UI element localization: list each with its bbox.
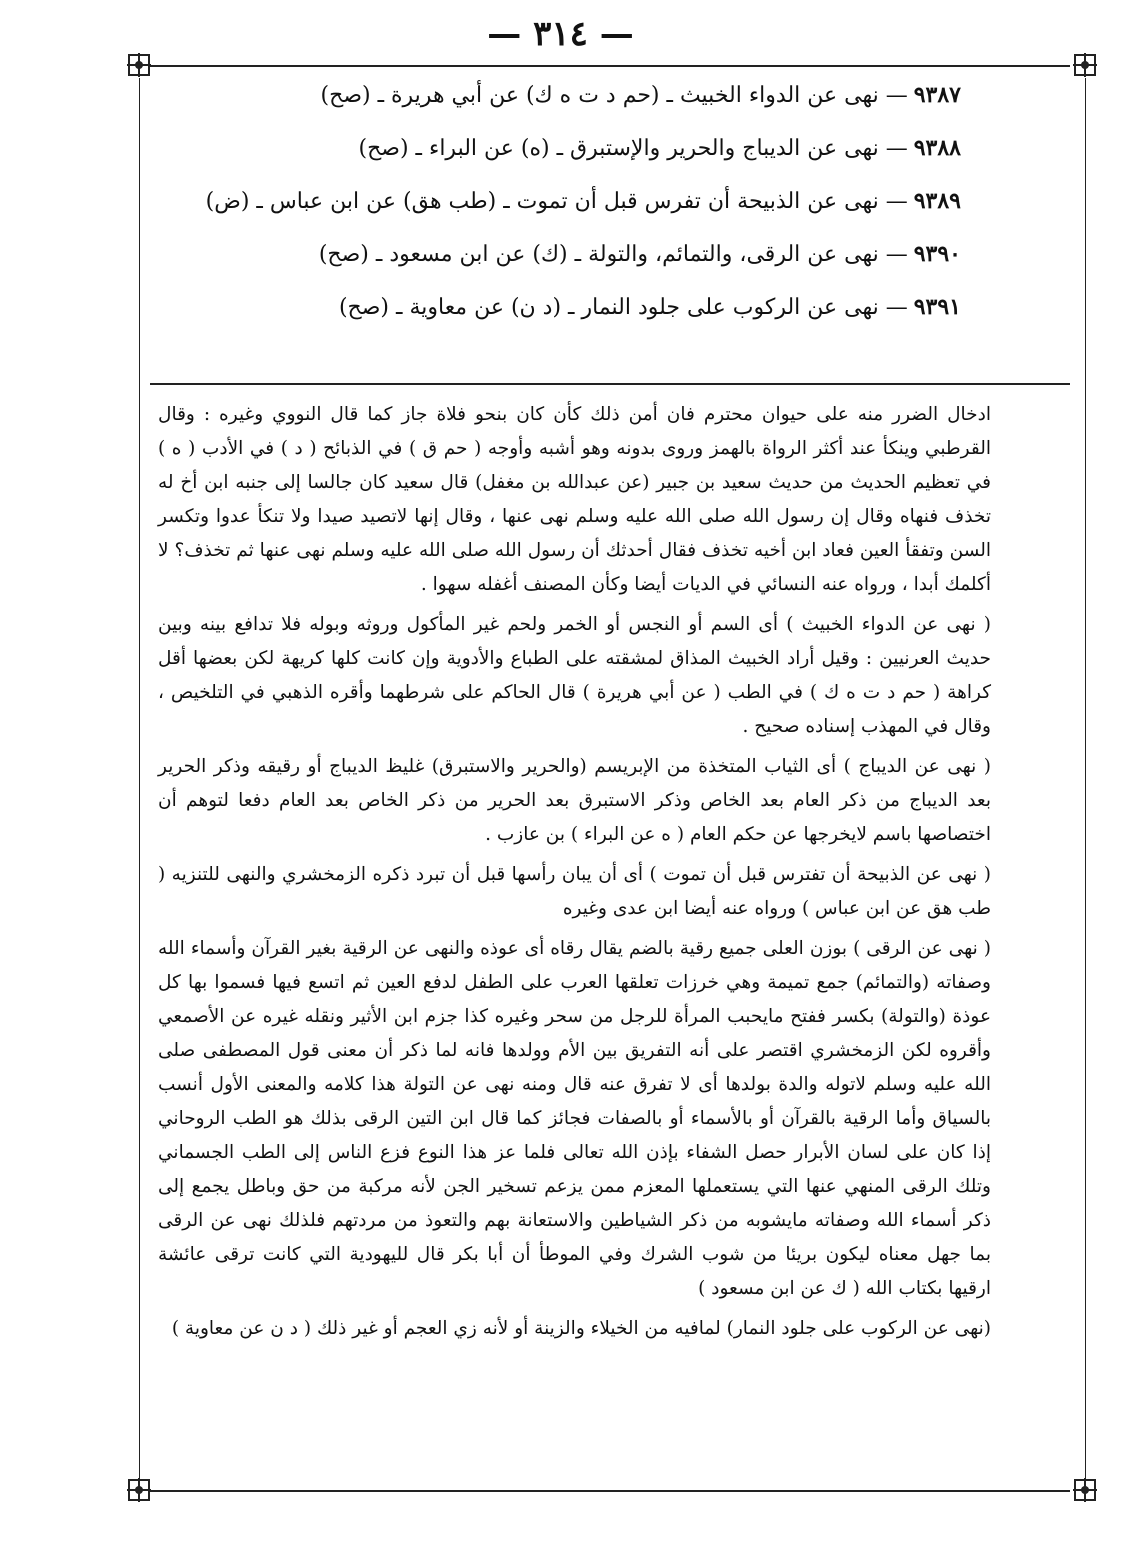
commentary <box>158 398 991 1352</box>
section-divider <box>150 383 1070 385</box>
hadith-text: — نهى عن الدواء الخبيث ـ (حم د ت ه ك) عن أبي هريرة ـ (صح) <box>320 83 908 108</box>
hadith-number: ٩٣٨٧ <box>913 82 961 108</box>
commentary-paragraph: ( نهى عن الديباج ) أى الثياب المتخذة من الإبريسم (والحرير والاستبرق) غليظ الديباج أو رقيقه وذكر الحرير بعد الديباج من ذكر العام بعد الخاص وذكر الاستبرق بعد الحرير من ذكر الخاص بعد العام دفعا لتوهم أن اختصاصها باسم لايخرجها عن حكم العام ( ه عن البراء ) بن عازب . <box>158 756 991 845</box>
frame-left-rule <box>139 78 140 1478</box>
hadith-entry <box>205 186 961 239</box>
frame-top-rule <box>150 65 1070 67</box>
corner-ornament-icon <box>126 52 152 78</box>
frame-right-rule <box>1085 78 1086 1478</box>
commentary-paragraph: (نهى عن الركوب على جلود النمار) لمافيه من الخيلاء والزينة أو لأنه زي العجم أو غير ذلك ( د ن عن معاوية ) <box>171 1318 991 1339</box>
hadith-number: ٩٣٨٩ <box>913 188 961 214</box>
commentary-paragraph: ادخال الضرر منه على حيوان محترم فان أمن ذلك كأن كان بنحو فلاة جاز كما قال النووي وغيره : وقال القرطبي وينكأ عند أكثر الرواة بالهمز وروى بدونه وهو أشبه وأوجه ( حم ق ) في الذبائح ( د ) في الأدب ( ه ) في تعظيم الحديث من حديث سعيد بن جبير (عن عبدالله بن مغفل) قال سعيد كان جالسا إلى جنبه ابن أخ له تخذف فنهاه وقال إن رسول الله صلى الله عليه وسلم نهى عنها ، وقال إنها لاتصيد صيدا ولا تنكأ عدوا وتكسر السن وتفقأ العين فعاد ابن أخيه تخذف فقال أحدثك أن رسول الله صلى الله عليه وسلم نهى عنها ثم تخذف؟ لا أكلمك أبدا ، ورواه عنه النسائي في الديات أيضا وكأن المصنف أغفله سهوا . <box>158 404 991 595</box>
corner-ornament-icon <box>1072 52 1098 78</box>
corner-ornament-icon <box>1072 1477 1098 1503</box>
hadith-number: ٩٣٩٠ <box>913 241 961 267</box>
hadith-list <box>205 80 961 345</box>
hadith-text: — نهى عن الديباج والحرير والإستبرق ـ (ه) عن البراء ـ (صح) <box>358 136 908 161</box>
hadith-number: ٩٣٩١ <box>913 294 961 320</box>
corner-ornament-icon <box>126 1477 152 1503</box>
hadith-text: — نهى عن الركوب على جلود النمار ـ (د ن) عن معاوية ـ (صح) <box>338 295 908 320</box>
page-number: — ٣١٤ — <box>487 14 634 54</box>
frame-bottom-rule <box>150 1490 1070 1492</box>
hadith-entry <box>270 133 961 186</box>
hadith-text: — نهى عن الرقى، والتمائم، والتولة ـ (ك) عن ابن مسعود ـ (صح) <box>318 242 908 267</box>
hadith-text: — نهى عن الذبيحة أن تفرس قبل أن تموت ـ (طب هق) عن ابن عباس ـ (ض) <box>205 189 908 214</box>
commentary-paragraph: ( نهى عن الرقى ) بوزن العلى جميع رقية بالضم يقال رقاه أى عوذه والنهى عن الرقية بغير القرآن وأسماء الله وصفاته (والتمائم) جمع تميمة وهي خرزات تعلقها العرب على الطفل لدفع العين ثم اتسع فيها فسموا بها كل عوذة (والتولة) بكسر ففتح مايحبب المرأة للرجل من سحر وغيره كذا جزم ابن الأثير ونقله غيره عن الأصمعي وأقروه لكن الزمخشري اقتصر على أنه التفريق بين الأم وولدها فانه لما ذكر أن معنى قول المصطفى صلى الله عليه وسلم لاتوله والدة بولدها أى لا تفرق عنه قال ومنه نهى عن التولة هذا كلامه والمعنى الأول أنسب بالسياق وأما الرقية بالقرآن أو بالأسماء أو بالصفات فجائز كما قال ابن التين الرقى بذلك هو الطب الروحاني إذا كان على لسان الأبرار حصل الشفاء بإذن الله تعالى فلما عز هذا النوع فزع الناس إلى الطب الجسماني وتلك الرقى المنهي عنها التي يستعملها المعزم ممن يزعم تسخير الجن لأنه مركبة من حق وباطل يجمع إلى ذكر أسماء الله وصفاته مايشوبه من ذكر الشياطين والاستعانة بهم والتعوذ من مردتهم فلذلك نهى عن الرقى بما جهل معناه ليكون بريئا من شوب الشرك وفي الموطأ أن أبا بكر قال لليهودية التي كانت ترقى عائشة ارقيها بكتاب الله ( ك عن ابن مسعود ) <box>158 938 991 1299</box>
commentary-paragraph: ( نهى عن الدواء الخبيث ) أى السم أو النجس أو الخمر ولحم غير المأكول وروثه وبوله فلا تدافع بينه وبين حديث العرنيين : وقيل أراد الخبيث المذاق لمشقته على الطباع والأدوية وإن كانت كلها كريهة لكن بعضها أقل كراهة ( حم د ت ه ك ) في الطب ( عن أبي هريرة ) قال الحاكم على شرطهما وأقره الذهبي في التلخيص ، وقال في المهذب إسناده صحيح . <box>158 614 991 737</box>
commentary-paragraph: ( نهى عن الذبيحة أن تفترس قبل أن تموت ) أى أن يبان رأسها قبل أن تبرد ذكره الزمخشري والنهى للتنزيه ( طب هق عن ابن عباس ) ورواه عنه أيضا ابن عدى وغيره <box>158 864 991 919</box>
hadith-entry <box>270 292 961 345</box>
hadith-number: ٩٣٨٨ <box>913 135 961 161</box>
hadith-entry <box>270 80 961 133</box>
hadith-entry <box>270 239 961 292</box>
